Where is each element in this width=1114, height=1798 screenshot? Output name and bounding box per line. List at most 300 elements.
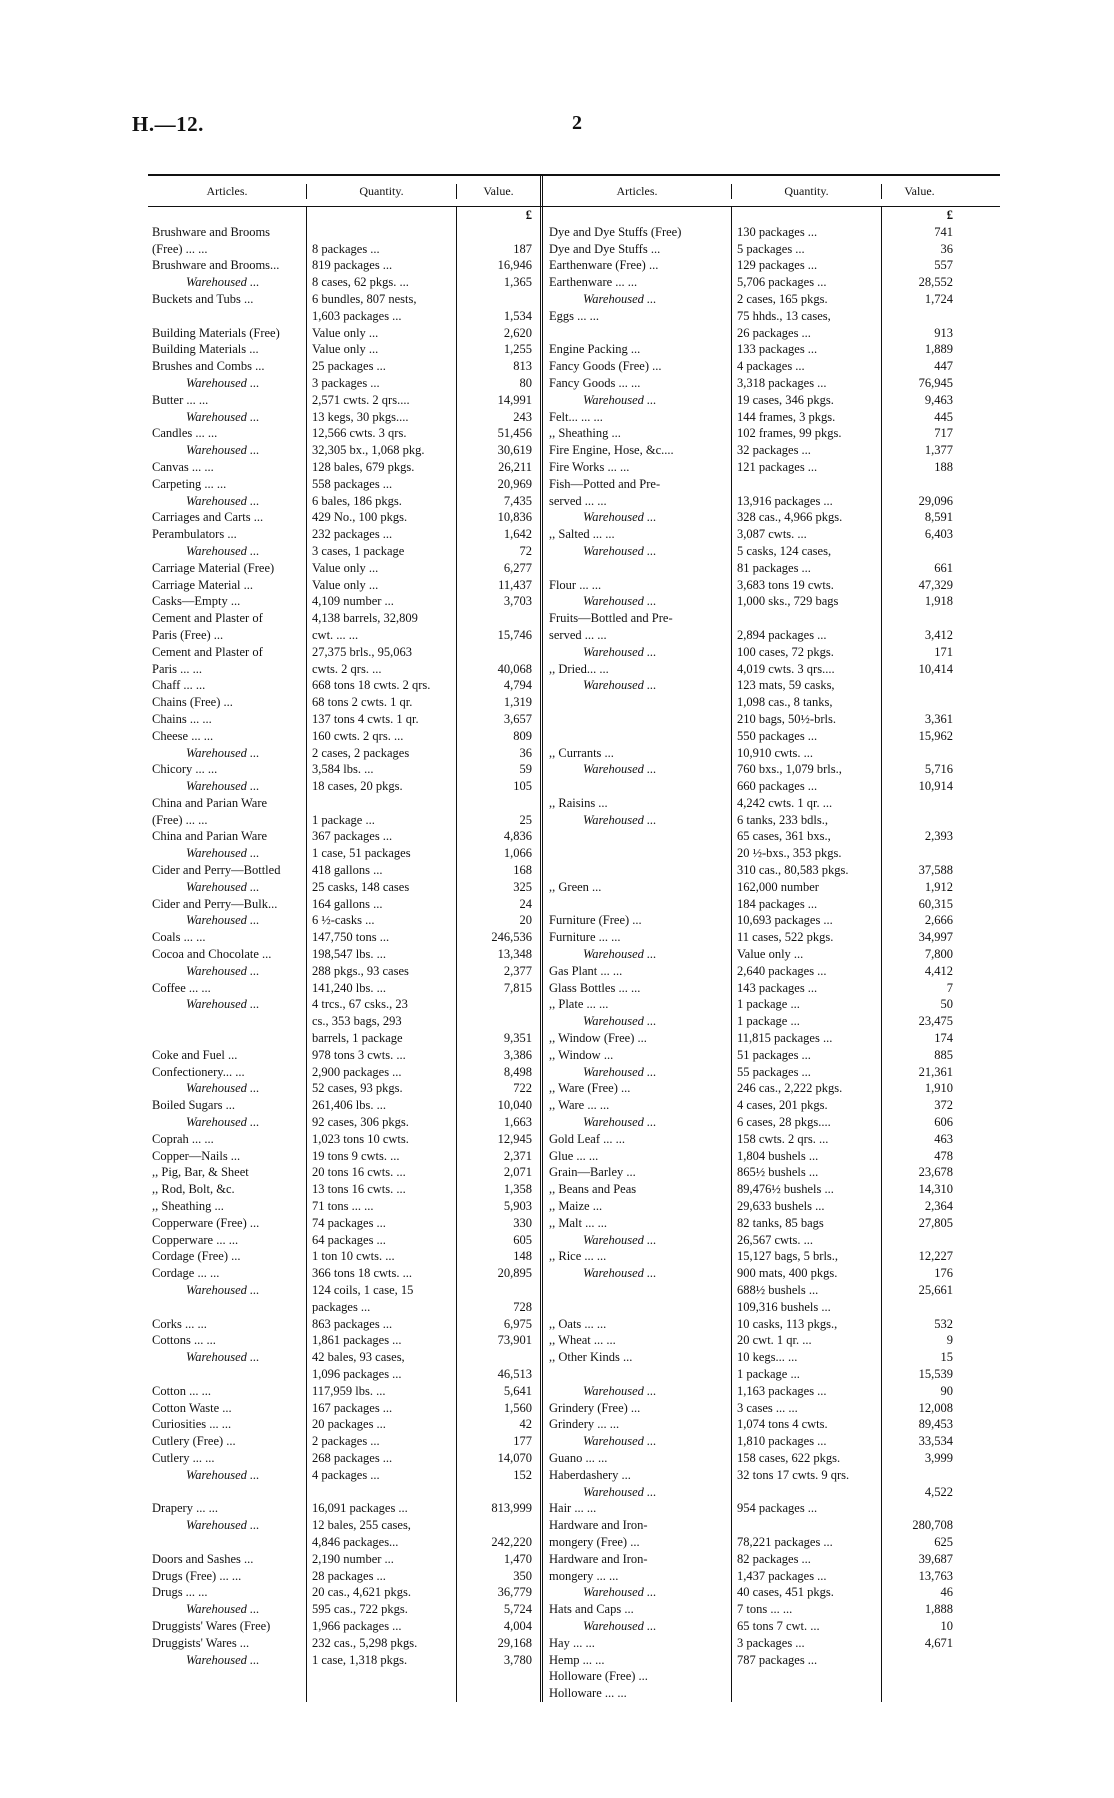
quantity-cell: 143 packages ... [737,980,818,995]
left-value-list [457,224,532,1669]
quantity-cell: 4 trcs., 67 csks., 23 [312,997,408,1012]
value-cell: 1,888 [924,1602,953,1617]
article-line: Warehoused ... [186,1081,260,1096]
value-cell [882,795,953,812]
right-half [540,207,957,1702]
article-line: Warehoused ... [186,745,260,760]
quantity-cell: 3 cases, 1 package [312,543,405,558]
article-line: Warehoused ... [583,1266,657,1281]
quantity-cell: 82 packages ... [737,1551,811,1566]
article-line [152,1299,306,1316]
quantity-cell: 865½ bushels ... [737,1165,819,1180]
article-line: Drapery ... ... [152,1501,218,1516]
value-cell: 177 [513,1434,532,1449]
quantity-cell: 144 frames, 3 pkgs. [737,409,836,424]
article-line: Warehoused ... [583,1115,657,1130]
quantity-cell: 261,406 lbs. ... [312,1098,386,1113]
article-line: Warehoused ... [186,1350,260,1365]
quantity-cell: 13,916 packages ... [737,493,833,508]
value-cell: 661 [934,560,953,575]
quantity-cell: 16,091 packages ... [312,1501,408,1516]
article-line [549,325,731,342]
value-cell: 6,975 [503,1316,532,1331]
article-line: Grain—Barley ... [549,1165,636,1180]
quantity-cell: 55 packages ... [737,1064,811,1079]
value-cell: 2,364 [924,1199,953,1214]
article-line: ,, Dried... ... [549,661,609,676]
article-line: China and Parian Ware [152,829,268,844]
article-line [549,694,731,711]
article-line: ,, Window ... [549,1047,614,1062]
article-line: Chains (Free) ... [152,695,233,710]
article-line [549,1282,731,1299]
article-line: Butter ... ... [152,392,209,407]
value-cell: 1,377 [924,443,953,458]
quantity-cell: 78,221 packages ... [737,1534,833,1549]
value-cell: 532 [934,1316,953,1331]
article-line [549,778,731,795]
value-cell: 2,071 [503,1165,532,1180]
value-cell: 9 [946,1333,953,1348]
value-cell: 47,329 [918,577,953,592]
quantity-cell: 558 packages ... [312,476,393,491]
quantity-cell: 5,706 packages ... [737,275,827,290]
value-cell [457,1282,532,1299]
quantity-cell: 5 packages ... [737,241,805,256]
right-header [540,176,957,206]
quantity-cell: 6 bales, 186 pkgs. [312,493,402,508]
article-line: Warehoused ... [583,392,657,407]
quantity-cell: 2,640 packages ... [737,963,827,978]
article-line: Hats and Caps ... [549,1602,634,1617]
value-cell [882,1232,953,1249]
value-cell: 3,361 [924,711,953,726]
value-cell: 809 [513,728,532,743]
quantity-cell: 5 casks, 124 cases, [737,543,832,558]
article-line: Warehoused ... [186,1518,260,1533]
value-cell: 148 [513,1249,532,1264]
quantity-cell: 164 gallons ... [312,896,383,911]
article-line: Warehoused ... [583,510,657,525]
value-cell: 7,435 [503,493,532,508]
value-cell [882,677,953,694]
quantity-cell: 3 packages ... [737,1635,805,1650]
quantity-cell [737,476,881,493]
value-cell: 14,991 [497,392,532,407]
article-line: Hair ... ... [549,1501,597,1516]
quantity-cell: 1,804 bushels ... [737,1148,819,1163]
value-cell: 1,724 [924,291,953,306]
article-line [549,560,731,577]
value-cell [882,845,953,862]
value-cell: 741 [934,224,953,239]
value-cell: 8,591 [924,510,953,525]
value-cell: 325 [513,879,532,894]
quantity-cell: 20 ½-bxs., 353 pkgs. [737,846,842,861]
article-line: Warehoused ... [186,963,260,978]
quantity-cell: 51 packages ... [737,1047,811,1062]
value-cell [882,610,953,627]
article-line: Cider and Perry—Bulk... [152,896,278,911]
article-line [549,728,731,745]
quantity-cell: 13 kegs, 30 pkgs.... [312,409,409,424]
quantity-cell: 1,074 tons 4 cwts. [737,1417,828,1432]
value-cell: 728 [513,1299,532,1314]
quantity-cell: 3 packages ... [312,375,380,390]
value-cell: 8,498 [503,1064,532,1079]
article-line: Cottons ... ... [152,1333,216,1348]
article-line: Cocoa and Chocolate ... [152,947,272,962]
quantity-cell: 74 packages ... [312,1215,386,1230]
quantity-cell: 137 tons 4 cwts. 1 qr. [312,711,419,726]
value-cell [457,291,532,308]
article-line [152,1366,306,1383]
quantity-cell: 1,096 packages ... [312,1366,402,1381]
value-cell: 1,534 [503,308,532,323]
article-line: Warehoused ... [583,1484,657,1499]
value-cell: 72 [519,543,532,558]
article-line: Warehoused ... [583,762,657,777]
value-cell: 90 [940,1383,953,1398]
article-line: ,, Ware (Free) ... [549,1081,631,1096]
quantity-cell: 4,138 barrels, 32,809 [312,611,418,626]
quantity-cell: 8 packages ... [312,241,380,256]
quantity-cell: 1,861 packages ... [312,1333,402,1348]
article-line: Engine Packing ... [549,342,641,357]
article-line: Warehoused ... [583,644,657,659]
quantity-cell: 246 cas., 2,222 pkgs. [737,1081,843,1096]
article-line [549,862,731,879]
quantity-cell: 42 bales, 93 cases, [312,1350,405,1365]
right-value-column [881,207,957,1702]
value-cell: 76,945 [918,375,953,390]
quantity-cell: cwts. 2 qrs. ... [312,661,382,676]
value-cell: 12,227 [918,1249,953,1264]
quantity-cell: Value only ... [312,560,379,575]
value-cell: 463 [934,1131,953,1146]
value-cell: 25,661 [918,1283,953,1297]
value-cell: 2,393 [924,829,953,844]
article-line: Chicory ... ... [152,762,218,777]
article-line: Canvas ... ... [152,459,214,474]
quantity-cell: 89,476½ bushels ... [737,1182,834,1197]
left-articles-header: Articles. [206,183,248,198]
article-line: Fancy Goods (Free) ... [549,359,662,374]
quantity-cell: 158 cases, 622 pkgs. [737,1450,841,1465]
quantity-cell: 787 packages ... [737,1652,818,1667]
quantity-cell: Value only ... [312,577,379,592]
article-line: Warehoused ... [186,443,260,458]
article-line: Druggists' Wares (Free) [152,1618,271,1633]
quantity-cell: 32 packages ... [737,443,811,458]
value-cell: 5,724 [503,1602,532,1617]
value-cell: 557 [934,258,953,273]
imports-table [148,174,1000,1702]
value-cell: 15,539 [918,1366,953,1381]
article-line: Doors and Sashes ... [152,1551,254,1566]
quantity-cell: 4,846 packages... [312,1534,399,1549]
value-cell [457,1484,532,1501]
article-line: Warehoused ... [583,1383,657,1398]
value-cell: 280,708 [912,1518,953,1533]
value-cell [882,476,953,493]
article-line: mongery ... ... [549,1568,619,1583]
article-line: Glue ... ... [549,1148,599,1163]
quantity-cell [312,224,456,241]
value-cell: 152 [513,1467,532,1482]
left-articles-list [152,224,306,1669]
value-cell: 28,552 [918,275,953,290]
article-line: Warehoused ... [583,291,657,306]
value-cell [457,1349,532,1366]
quantity-cell: 12,566 cwts. 3 qrs. [312,426,407,441]
article-line: Warehoused ... [186,913,260,928]
value-cell: 15,746 [497,627,532,642]
article-line: Confectionery... ... [152,1064,245,1079]
value-cell: 46 [940,1585,953,1600]
quantity-cell: 147,750 tons ... [312,930,390,945]
quantity-cell: 3,318 packages ... [737,375,827,390]
value-cell: 34,997 [918,930,953,945]
article-line: Copper—Nails ... [152,1148,241,1163]
value-cell: 36 [940,241,953,256]
quantity-cell: cs., 353 bags, 293 [312,1014,402,1029]
article-line: Cordage (Free) ... [152,1249,241,1264]
value-cell: 478 [934,1148,953,1163]
article-line: Copperware ... ... [152,1232,239,1247]
quantity-cell: 429 No., 100 pkgs. [312,510,408,525]
value-cell: 20,969 [497,476,532,491]
value-cell: 188 [934,459,953,474]
article-line: Warehoused ... [583,1585,657,1600]
quantity-cell: Value only ... [737,947,804,962]
quantity-cell: 2 packages ... [312,1434,380,1449]
quantity-cell: 367 packages ... [312,829,393,844]
value-cell: 7 [946,980,953,995]
quantity-cell: 128 bales, 679 pkgs. [312,459,415,474]
value-cell: 15 [940,1350,953,1365]
page-reference: H.—12. [132,112,204,136]
left-value-header: Value. [456,184,540,199]
article-line: ,, Pig, Bar, & Sheet [152,1165,249,1180]
article-line: ,, Rod, Bolt, &c. [152,1182,235,1197]
article-line: ,, Rice ... ... [549,1249,607,1264]
article-line: ,, Salted ... ... [549,527,615,542]
article-line: ,, Oats ... ... [549,1316,607,1331]
table-header-row [148,176,1000,207]
quantity-cell: 68 tons 2 cwts. 1 qr. [312,695,413,710]
quantity-cell [312,1484,456,1501]
quantity-cell: 3,683 tons 19 cwts. [737,577,834,592]
value-cell: 1,255 [503,342,532,357]
quantity-cell: 1 case, 1,318 pkgs. [312,1652,408,1667]
quantity-cell: 25 casks, 148 cases [312,879,410,894]
quantity-cell: 3 cases ... ... [737,1400,798,1415]
value-cell: 4,794 [503,678,532,693]
quantity-cell: 688½ bushels ... [737,1283,819,1297]
quantity-cell: 7 tons ... ... [737,1602,793,1617]
value-cell: 7,815 [503,980,532,995]
value-cell: 813,999 [491,1501,532,1516]
value-cell [882,308,953,325]
article-line: Candles ... ... [152,426,218,441]
value-cell: 10,836 [497,510,532,525]
article-line: Haberdashery ... [549,1467,631,1482]
value-cell: 1,470 [503,1551,532,1566]
value-cell [882,745,953,762]
article-line: Warehoused ... [583,1434,657,1449]
quantity-cell: 18 cases, 20 pkgs. [312,779,403,794]
article-line [152,308,306,325]
quantity-cell: 4,242 cwts. 1 qr. ... [737,795,833,810]
article-line: Cordage ... ... [152,1266,220,1281]
value-cell: 24 [519,896,532,911]
article-line: mongery (Free) ... [549,1534,640,1549]
value-cell: 39,687 [918,1551,953,1566]
article-line: Hardware and Iron- [549,1518,648,1533]
quantity-cell: 10 casks, 113 pkgs., [737,1316,838,1331]
quantity-cell: 19 tons 9 cwts. ... [312,1148,400,1163]
quantity-cell: 198,547 lbs. ... [312,947,386,962]
article-line: Cotton Waste ... [152,1400,232,1415]
value-cell: 447 [934,359,953,374]
value-cell: 9,463 [924,392,953,407]
value-cell: 1,910 [924,1081,953,1096]
article-line: ,, Wheat ... ... [549,1333,616,1348]
quantity-cell: 668 tons 18 cwts. 2 qrs. [312,678,431,693]
article-line: Paris (Free) ... [152,627,224,642]
quantity-cell: 25 packages ... [312,359,386,374]
article-line: Warehoused ... [186,997,260,1012]
quantity-cell: 167 packages ... [312,1400,393,1415]
page-number: 2 [572,112,582,134]
article-line: Casks—Empty ... [152,594,241,609]
article-line: Carriages and Carts ... [152,510,264,525]
value-cell: 50 [940,997,953,1012]
quantity-cell: 4 cases, 201 pkgs. [737,1098,828,1113]
article-line: Warehoused ... [186,543,260,558]
article-line: Fire Engine, Hose, &c.... [549,443,674,458]
value-cell: 1,560 [503,1400,532,1415]
left-quantity-column [306,207,456,1702]
right-articles-list [549,224,731,1702]
article-line: Warehoused ... [186,879,260,894]
article-line: Warehoused ... [186,1467,260,1482]
article-line: served ... ... [549,627,607,642]
left-half [148,207,540,1702]
quantity-cell: 82 tanks, 85 bags [737,1215,824,1230]
value-cell: 4,004 [503,1618,532,1633]
value-cell: 10 [940,1618,953,1633]
right-quantity-column [731,207,881,1702]
quantity-cell: 978 tons 3 cwts. ... [312,1047,406,1062]
article-line [549,845,731,862]
value-cell: 717 [934,426,953,441]
value-cell [882,543,953,560]
article-line: Hemp ... ... [549,1652,605,1667]
article-line: Brushware and Brooms... [152,258,280,273]
value-cell: 3,703 [503,594,532,609]
quantity-cell: 418 gallons ... [312,863,383,878]
value-cell: 12,008 [918,1400,953,1415]
article-line: Coals ... ... [152,930,206,945]
article-line: Druggists' Wares ... [152,1635,250,1650]
article-line: (Free) ... ... [152,241,208,256]
article-line [549,711,731,728]
quantity-cell: 6 tanks, 233 bdls., [737,812,828,827]
article-line: Drugs ... ... [152,1585,208,1600]
article-line: Grindery (Free) ... [549,1400,641,1415]
value-cell: 20,895 [497,1266,532,1281]
value-cell: 36,779 [497,1585,532,1600]
value-cell: 20 [519,913,532,928]
quantity-cell: 366 tons 18 cwts. ... [312,1266,412,1281]
quantity-cell: 4 packages ... [312,1467,380,1482]
quantity-cell: 550 packages ... [737,728,818,743]
article-line: Cheese ... ... [152,728,214,743]
article-line: Grindery ... ... [549,1417,620,1432]
quantity-cell: 595 cas., 722 pkgs. [312,1602,408,1617]
quantity-cell: 11,815 packages ... [737,1031,833,1046]
article-line: Cutlery ... ... [152,1450,215,1465]
article-line [152,1013,306,1030]
article-line: served ... ... [549,493,607,508]
article-line: Coprah ... ... [152,1131,214,1146]
value-cell: 174 [934,1031,953,1046]
quantity-cell: 310 cas., 80,583 pkgs. [737,863,849,878]
quantity-cell: 8 cases, 62 pkgs. ... [312,275,409,290]
value-cell: 168 [513,863,532,878]
article-line: Warehoused ... [583,947,657,962]
left-header [148,176,540,206]
quantity-cell [737,610,881,627]
article-line: Warehoused ... [186,846,260,861]
value-cell: 89,453 [918,1417,953,1432]
value-cell: 4,836 [503,829,532,844]
article-line: ,, Sheathing ... [152,1199,224,1214]
value-cell: 21,361 [918,1064,953,1079]
article-line: ,, Other Kinds ... [549,1350,633,1365]
article-line: Fruits—Bottled and Pre- [549,611,673,626]
article-line: Cutlery (Free) ... [152,1434,236,1449]
value-cell: 625 [934,1534,953,1549]
quantity-cell: 20 cwt. 1 qr. ... [737,1333,812,1348]
quantity-cell: 232 packages ... [312,527,393,542]
quantity-cell: cwt. ... ... [312,627,359,642]
value-cell: 813 [513,359,532,374]
quantity-cell: 71 tons ... ... [312,1199,374,1214]
left-value-column [456,207,540,1702]
quantity-cell: 1 case, 51 packages [312,846,411,861]
quantity-cell: 100 cases, 72 pkgs. [737,644,834,659]
article-line: Gas Plant ... ... [549,963,623,978]
table-body [148,207,1000,1702]
article-line: Warehoused ... [583,1618,657,1633]
article-line: Warehoused ... [186,493,260,508]
value-cell: 6,403 [924,527,953,542]
quantity-cell: 1,000 sks., 729 bags [737,594,839,609]
value-cell: 372 [934,1098,953,1113]
value-cell: 59 [519,762,532,777]
value-cell [882,1500,953,1517]
quantity-cell: 328 cas., 4,966 pkgs. [737,510,843,525]
article-line: Cotton ... ... [152,1383,212,1398]
value-cell: 40,068 [497,661,532,676]
value-cell: 30,619 [497,443,532,458]
right-value-list [882,224,953,1652]
quantity-cell: 20 cas., 4,621 pkgs. [312,1585,411,1600]
article-line: Carpeting ... ... [152,476,227,491]
